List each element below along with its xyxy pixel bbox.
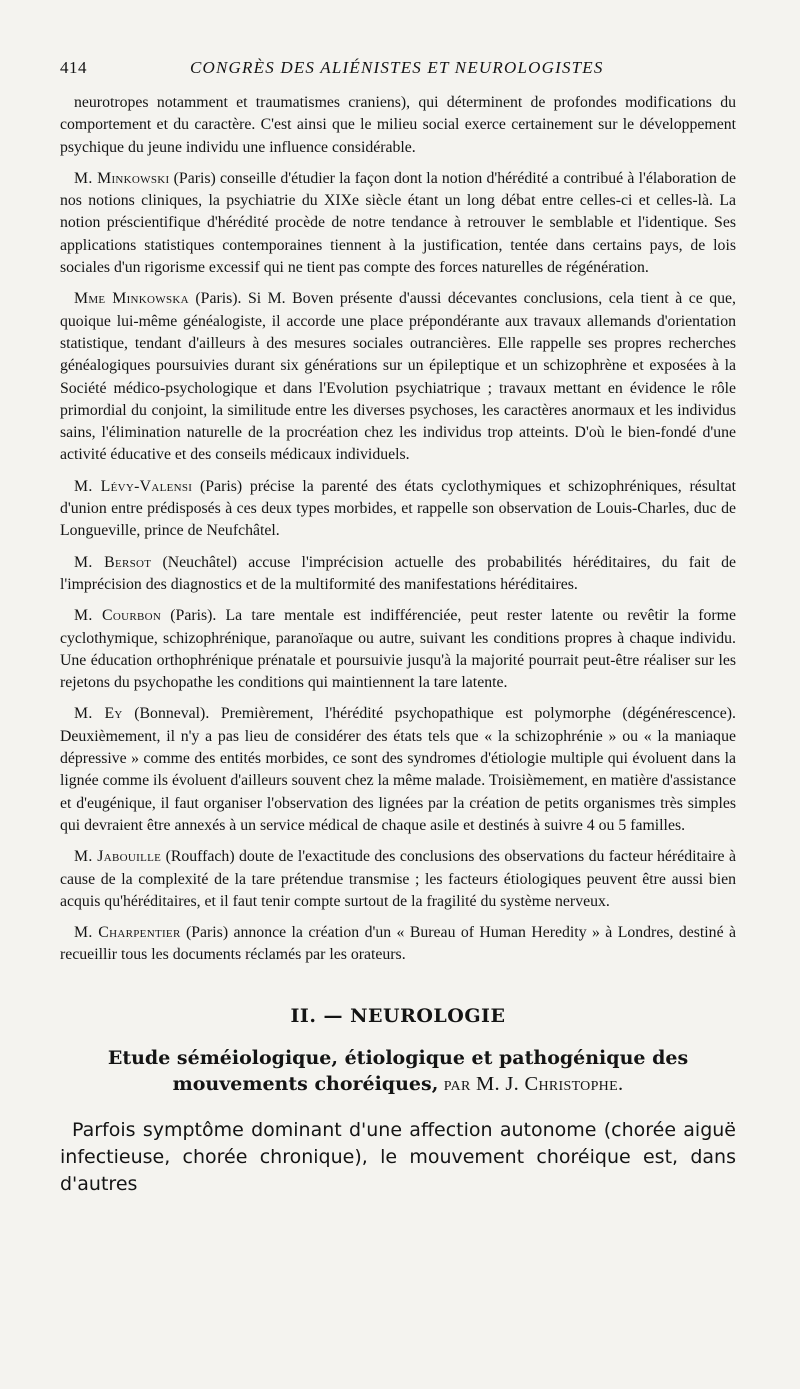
paragraph-text: (Rouffach) doute de l'exactitude des conclusions des observations du facteur héréditaire à cause de la complexité de la tare prétendue transmise ; les facteurs étiologiques peuvent être aussi bien acquis qu'héréditaires, et il faut tenir compte surtout de la fragilité du système nerveux.: [60, 848, 736, 910]
paragraph-text: (Paris) annonce la création d'un « Bureau of Human Heredity » à Londres, destiné à recueillir tous les documents réclamés par les orateurs.: [60, 924, 736, 964]
speaker-name: M. Charpentier: [74, 924, 181, 942]
paragraph: [60, 288, 736, 466]
running-head-title: CONGRÈS DES ALIÉNISTES ET NEUROLOGISTES: [190, 58, 604, 77]
article-body: [60, 1117, 736, 1198]
paragraph: [60, 846, 736, 913]
speaker-name: M. Minkowski: [74, 169, 170, 187]
paragraph-text: (Paris). Si M. Boven présente d'aussi décevantes conclusions, cela tient à ce que, quoique lui-même généalogiste, il accorde une place prépondérante aux travaux allemands d'orientation statistique, tendant d'ailleurs à des mesures sociales outrancières. Elle rappelle ses propres recherches généalogiques poursuivies durant six générations sur un épileptique et un schizophrène et exposées à la Société médico-psychologique et dans l'Evolution psychiatrique ; travaux mettant en évidence le rôle primordial du conjoint, la similitude entre les diverses psychoses, les caractères anormaux et les individus sains, l'élimination naturelle de la procréation chez les individus trop atteints. D'où le bien-fondé d'une activité éducative et des conseils médicaux individuels.: [60, 290, 737, 464]
paragraph: [60, 476, 736, 543]
paragraph: [60, 168, 736, 279]
paragraph: [60, 92, 736, 159]
running-head: [60, 58, 736, 78]
paragraph-text: (Neuchâtel) accuse l'imprécision actuelle des probabilités héréditaires, du fait de l'imprécision des diagnostics et de la multiformité des manifestations héréditaires.: [60, 553, 736, 593]
discussion-text: [60, 92, 736, 967]
paragraph: [60, 922, 736, 967]
paragraph-text: (Paris). La tare mentale est indifférenciée, peut rester latente ou revêtir la forme cyclothymique, schizophrénique, paranoïaque ou autre, suivant les conditions propres à chaque individu. Une éducation orthophrénique prénatale et poursuivie jusqu'à la majorité pourrait peut-être réaliser sur les rejetons du psychopathe les conditions qui maintiennent la tare latente.: [60, 607, 736, 692]
speaker-name: M. Lévy-Valensi: [74, 477, 193, 495]
paragraph-text: neurotropes notamment et traumatismes craniens), qui déterminent de profondes modifications du comportement et du caractère. C'est ainsi que le milieu social exerce certainement sur le développement psychique du jeune individu une influence considérable.: [60, 94, 736, 156]
article-title: [60, 1045, 736, 1097]
paragraph: [60, 552, 736, 597]
paragraph-text: (Paris) conseille d'étudier la façon dont la notion d'hérédité a contribué à l'élaboration de nos notions cliniques, la psychiatrie du XIXe siècle étant un long débat entre celles-ci et celles-là. La notion préscientifique d'hérédité procède de notre tendance à retrouver le semblable et l'identique. Ses applications statistiques contemporaines tiennent à la justification, tentée dans certains pays, de lois sociales d'un rigorisme excessif qui ne tient pas compte des forces naturelles de régénération.: [60, 169, 736, 277]
paragraph: [60, 703, 736, 837]
paragraph-text: (Paris) précise la parenté des états cyclothymiques et schizophréniques, résultat d'union entre prédisposés à ces deux types morbides, et rappelle son observation de Louis-Charles, duc de Longueville, prince de Neufchâtel.: [60, 477, 736, 540]
speaker-name: M. Bersot: [74, 553, 152, 571]
paragraph: Parfois symptôme dominant d'une affection autonome (chorée aiguë infectieuse, chorée chronique), le mouvement choréique est, dans d'autres: [60, 1118, 736, 1195]
section-heading: II. — NEUROLOGIE: [290, 1004, 506, 1027]
speaker-name: Mme Minkowska: [74, 290, 189, 308]
speaker-name: M. Jabouille: [74, 848, 162, 866]
paragraph: [60, 605, 736, 694]
paragraph-text: (Bonneval). Premièrement, l'hérédité psychopathique est polymorphe (dégénérescence). Deuxièmement, il n'y a pas lieu de considérer des états tels que « la schizophrénie » ou « la maniaque dépressive » comme des entités morbides, ce sont des syndromes d'étiologie multiple qui évoluent dans la lignée comme ils évoluent d'ailleurs souvent chez la même malade. Troisièmement, en matière d'assistance et d'eugénique, il faut organiser l'observation des lignées par la création de petits organismes très simples qui devraient être annexés à un service médical de chaque asile et destinés à suivre 4 ou 5 familles.: [60, 705, 736, 834]
speaker-name: M. Ey: [74, 705, 123, 723]
article-title-text: Etude séméiologique, étiologique et pathogénique des mouvements choréiques,: [107, 1046, 689, 1095]
speaker-name: M. Courbon: [74, 607, 162, 625]
page-number: 414: [60, 58, 87, 77]
article-byline: par M. J. Christophe.: [438, 1072, 624, 1095]
